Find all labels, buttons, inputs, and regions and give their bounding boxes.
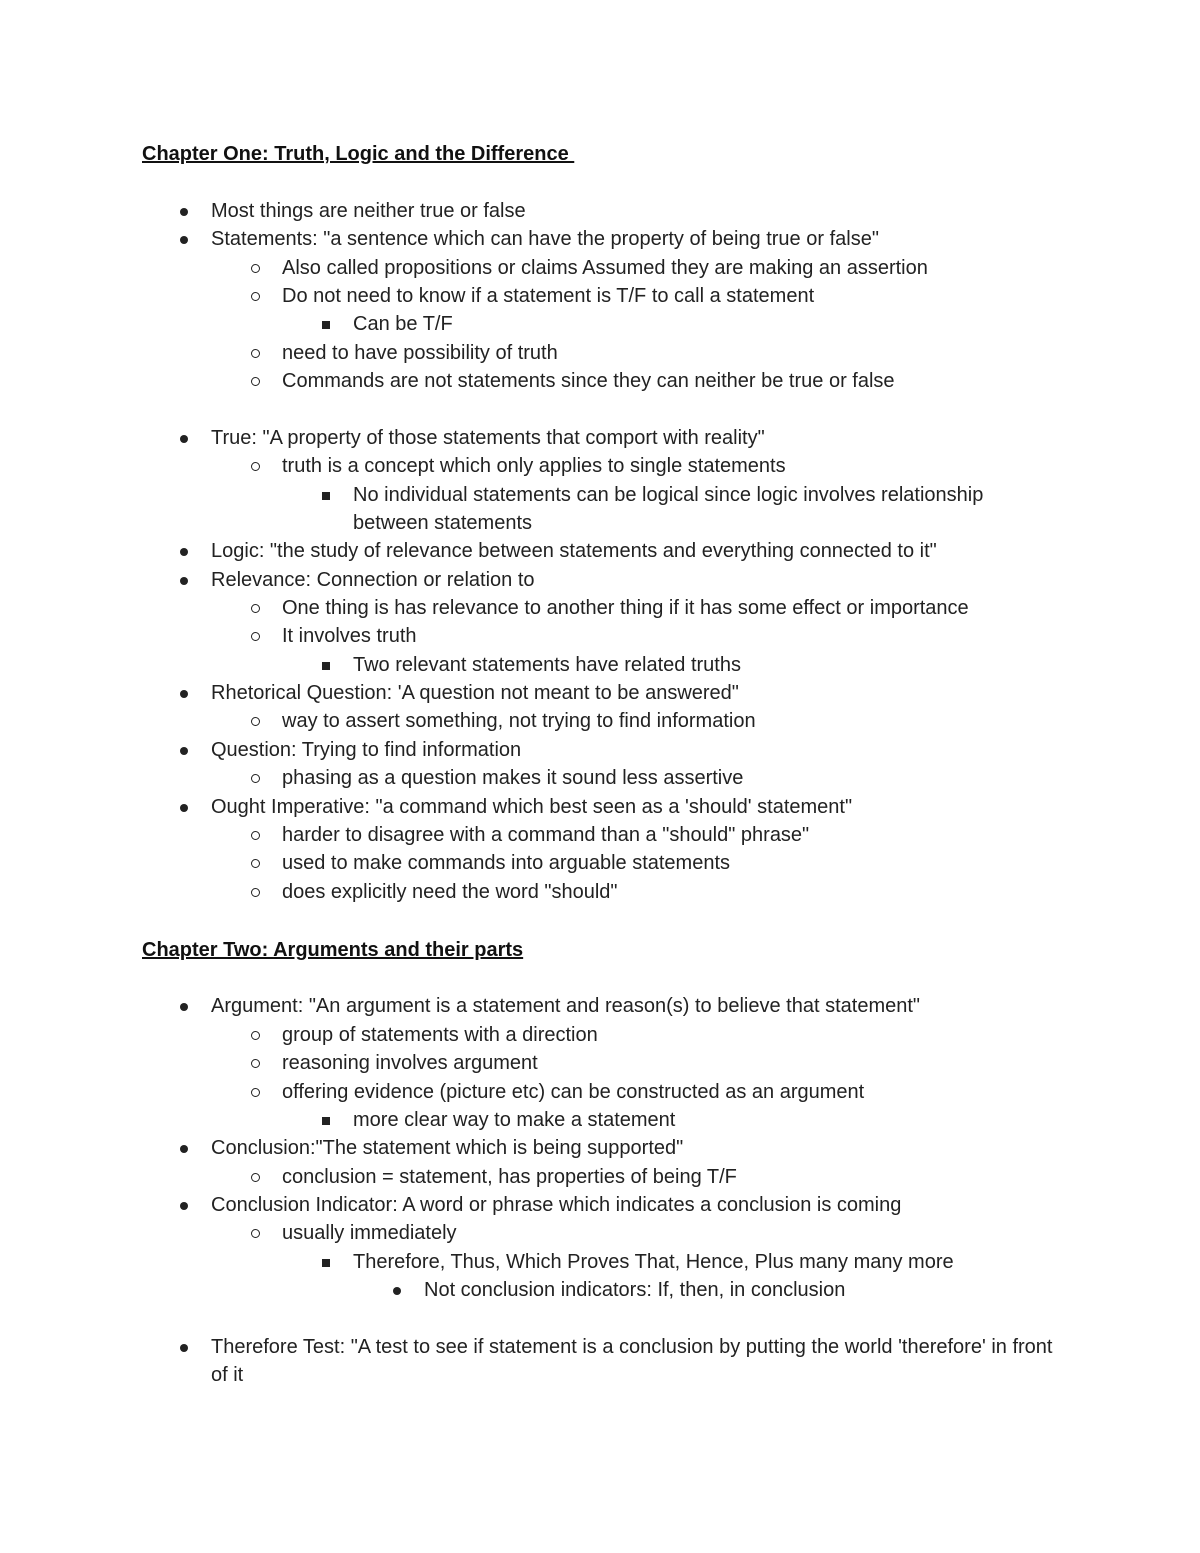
circle-bullet-icon (248, 367, 262, 395)
disc-bullet-icon (177, 793, 191, 821)
list-item: Most things are neither true or false (211, 200, 526, 222)
circle-bullet-icon (248, 764, 262, 792)
disc-bullet-icon (177, 1191, 191, 1219)
circle-bullet-icon (248, 1021, 262, 1049)
disc-bullet-icon (177, 992, 191, 1020)
list-item: Do not need to know if a statement is T/F to call a statement (282, 285, 815, 307)
list-item: Commands are not statements since they can neither be true or false (282, 370, 895, 392)
list-item: Statements: "a sentence which can have the property of being true or false" (211, 228, 879, 250)
square-bullet-icon (319, 651, 333, 679)
circle-bullet-icon (248, 339, 262, 367)
circle-bullet-icon (248, 594, 262, 622)
circle-bullet-icon (248, 622, 262, 650)
list-item: Conclusion Indicator: A word or phrase which indicates a conclusion is coming (211, 1194, 902, 1216)
list-item: True: "A property of those statements that comport with reality" (211, 427, 765, 449)
list-item: more clear way to make a statement (353, 1109, 676, 1131)
circle-bullet-icon (248, 452, 262, 480)
list-item: offering evidence (picture etc) can be constructed as an argument (282, 1081, 865, 1103)
list-item: No individual statements can be logical since logic involves relationship between statements (353, 484, 984, 535)
list-item: Question: Trying to find information (211, 739, 522, 761)
disc-bullet-icon (177, 1333, 191, 1361)
list-item: Also called propositions or claims Assumed they are making an assertion (282, 257, 928, 279)
list-item: phasing as a question makes it sound less assertive (282, 767, 744, 789)
circle-bullet-icon (248, 1163, 262, 1191)
disc-bullet-icon (390, 1276, 404, 1304)
list-item: does explicitly need the word "should" (282, 881, 618, 903)
list-item: Logic: "the study of relevance between statements and everything connected to it" (211, 540, 937, 562)
square-bullet-icon (319, 481, 333, 509)
square-bullet-icon (319, 1106, 333, 1134)
disc-bullet-icon (177, 566, 191, 594)
list-item: Rhetorical Question: 'A question not meant to be answered" (211, 682, 739, 704)
list-item: It involves truth (282, 625, 417, 647)
list-item: conclusion = statement, has properties of being T/F (282, 1166, 737, 1188)
disc-bullet-icon (177, 679, 191, 707)
list-item: harder to disagree with a command than a "should" phrase" (282, 824, 810, 846)
circle-bullet-icon (248, 1078, 262, 1106)
disc-bullet-icon (177, 1134, 191, 1162)
disc-bullet-icon (177, 225, 191, 253)
disc-bullet-icon (177, 537, 191, 565)
list-item: truth is a concept which only applies to single statements (282, 455, 786, 477)
list-item: usually immediately (282, 1222, 457, 1244)
list-item: Relevance: Connection or relation to (211, 569, 535, 591)
list-item: Therefore Test: "A test to see if statement is a conclusion by putting the world 'therefore' in front of it (211, 1336, 1053, 1387)
circle-bullet-icon (248, 878, 262, 906)
list-item: Argument: "An argument is a statement and reason(s) to believe that statement" (211, 995, 921, 1017)
list-item: need to have possibility of truth (282, 342, 558, 364)
disc-bullet-icon (177, 736, 191, 764)
list-item: Conclusion:"The statement which is being supported" (211, 1137, 684, 1159)
circle-bullet-icon (248, 1049, 262, 1077)
chapter-two-heading: Chapter Two: Arguments and their parts (142, 939, 524, 961)
disc-bullet-icon (177, 197, 191, 225)
list-item: One thing is has relevance to another thing if it has some effect or importance (282, 597, 969, 619)
circle-bullet-icon (248, 707, 262, 735)
chapter-one-heading: Chapter One: Truth, Logic and the Difference (142, 143, 575, 165)
circle-bullet-icon (248, 254, 262, 282)
list-item: way to assert something, not trying to find information (282, 710, 756, 732)
disc-bullet-icon (177, 424, 191, 452)
circle-bullet-icon (248, 1219, 262, 1247)
list-item: Can be T/F (353, 313, 453, 335)
list-item: Therefore, Thus, Which Proves That, Hence, Plus many many more (353, 1251, 954, 1273)
circle-bullet-icon (248, 849, 262, 877)
square-bullet-icon (319, 1248, 333, 1276)
list-item: Ought Imperative: "a command which best seen as a 'should' statement" (211, 796, 853, 818)
list-item: Two relevant statements have related truths (353, 654, 741, 676)
circle-bullet-icon (248, 821, 262, 849)
list-item: reasoning involves argument (282, 1052, 538, 1074)
list-item: Not conclusion indicators: If, then, in conclusion (424, 1279, 846, 1301)
circle-bullet-icon (248, 282, 262, 310)
list-item: used to make commands into arguable statements (282, 852, 731, 874)
list-item: group of statements with a direction (282, 1024, 598, 1046)
square-bullet-icon (319, 310, 333, 338)
